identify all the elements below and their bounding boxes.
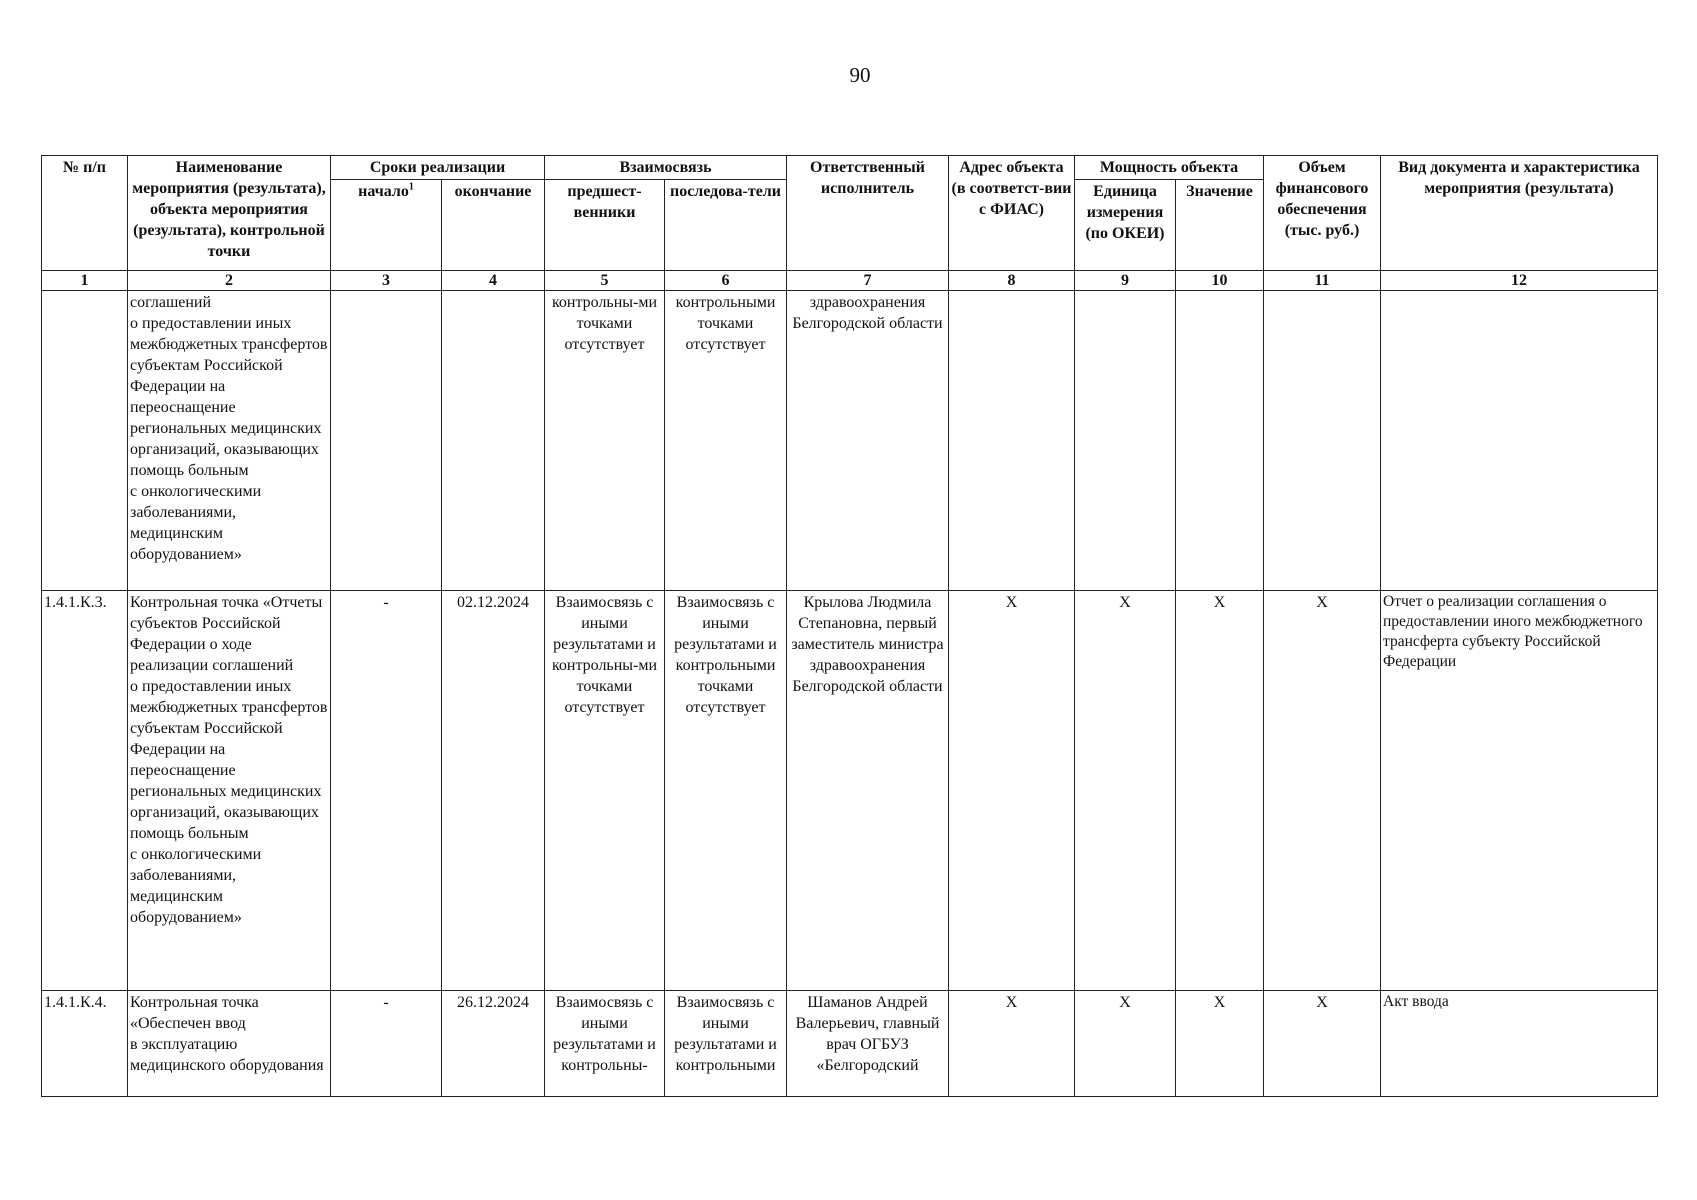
row-predecessors: Взаимосвязь с иными результатами и контрольны-	[545, 991, 665, 1097]
page-number: 90	[849, 63, 871, 87]
row-responsible: Шаманов Андрей Валерьевич, главный врач ОГБУЗ «Белгородский	[787, 991, 949, 1097]
row-value	[1176, 291, 1264, 591]
column-number: 5	[545, 271, 665, 291]
row-name: Контрольная точка «Обеспечен ввод в эксплуатацию медицинского оборудования	[128, 991, 331, 1097]
row-responsible: Крылова Людмила Степановна, первый заместитель министра здравоохранения Белгородской области	[787, 591, 949, 991]
header-capacity: Мощность объекта	[1075, 156, 1264, 180]
row-value: X	[1176, 991, 1264, 1097]
row-successors: Взаимосвязь с иными результатами и контрольными точками отсутствует	[665, 591, 787, 991]
row-doc: Акт ввода	[1381, 991, 1658, 1097]
header-start-footnote: 1	[408, 181, 414, 193]
row-value: X	[1176, 591, 1264, 991]
row-successors: Взаимосвязь с иными результатами и контрольными	[665, 991, 787, 1097]
row-unit: X	[1075, 991, 1176, 1097]
row-doc	[1381, 291, 1658, 591]
row-num: 1.4.1.К.4.	[42, 991, 128, 1097]
header-doc: Вид документа и характеристика мероприятия (результата)	[1381, 156, 1658, 271]
row-num	[42, 291, 128, 591]
row-start: -	[331, 991, 442, 1097]
column-number: 7	[787, 271, 949, 291]
row-unit	[1075, 291, 1176, 591]
header-start-label: начало	[358, 183, 409, 200]
row-start: -	[331, 591, 442, 991]
row-name: Контрольная точка «Отчеты субъектов Российской Федерации о ходе реализации соглашений о предоставлении иных межбюджетных трансфертов субъектам Российской Федерации на переоснащение региональных медицинских организаций, оказывающих помощь больным с онкологическими заболеваниями, медицинским оборудованием»	[128, 591, 331, 991]
column-number: 9	[1075, 271, 1176, 291]
row-unit: X	[1075, 591, 1176, 991]
header-end: окончание	[442, 180, 545, 271]
row-doc: Отчет о реализации соглашения о предоставлении иного межбюджетного трансферта субъекту Российской Федерации	[1381, 591, 1658, 991]
header-row-1	[42, 156, 1658, 180]
row-address: X	[949, 991, 1075, 1097]
row-successors: контрольными точками отсутствует	[665, 291, 787, 591]
header-unit: Единица измерения (по ОКЕИ)	[1075, 180, 1176, 271]
activities-table	[41, 155, 1658, 1097]
column-number: 11	[1264, 271, 1381, 291]
column-number: 1	[42, 271, 128, 291]
column-number: 2	[128, 271, 331, 291]
column-number: 6	[665, 271, 787, 291]
header-num: № п/п	[42, 156, 128, 271]
header-name: Наименование мероприятия (результата), объекта мероприятия (результата), контрольной точки	[128, 156, 331, 271]
header-pred: предшест-венники	[545, 180, 665, 271]
header-succ: последова-тели	[665, 180, 787, 271]
column-number: 12	[1381, 271, 1658, 291]
row-num: 1.4.1.К.3.	[42, 591, 128, 991]
row-address: X	[949, 591, 1075, 991]
row-end	[442, 291, 545, 591]
header-start	[331, 180, 442, 271]
header-volume: Объем финансового обеспечения (тыс. руб.)	[1264, 156, 1381, 271]
row-predecessors: Взаимосвязь с иными результатами и контрольны-ми точками отсутствует	[545, 591, 665, 991]
row-end: 26.12.2024	[442, 991, 545, 1097]
column-number: 3	[331, 271, 442, 291]
row-name: соглашений о предоставлении иных межбюджетных трансфертов субъектам Российской Федерации на переоснащение региональных медицинских организаций, оказывающих помощь больным с онкологическими заболеваниями, медицинским оборудованием»	[128, 291, 331, 591]
header-address: Адрес объекта (в соответст-вии с ФИАС)	[949, 156, 1075, 271]
row-responsible: здравоохранения Белгородской области	[787, 291, 949, 591]
row-volume: X	[1264, 591, 1381, 991]
column-number: 8	[949, 271, 1075, 291]
header-value: Значение	[1176, 180, 1264, 271]
header-terms: Сроки реализации	[331, 156, 545, 180]
column-number: 4	[442, 271, 545, 291]
row-volume	[1264, 291, 1381, 591]
header-relation: Взаимосвязь	[545, 156, 787, 180]
table-row	[42, 991, 1658, 1097]
row-start	[331, 291, 442, 591]
row-predecessors: контрольны-ми точками отсутствует	[545, 291, 665, 591]
row-end: 02.12.2024	[442, 591, 545, 991]
row-volume: X	[1264, 991, 1381, 1097]
column-numbers-row	[42, 271, 1658, 291]
header-responsible: Ответственный исполнитель	[787, 156, 949, 271]
column-number: 10	[1176, 271, 1264, 291]
table-row	[42, 291, 1658, 591]
table-row	[42, 591, 1658, 991]
row-address	[949, 291, 1075, 591]
